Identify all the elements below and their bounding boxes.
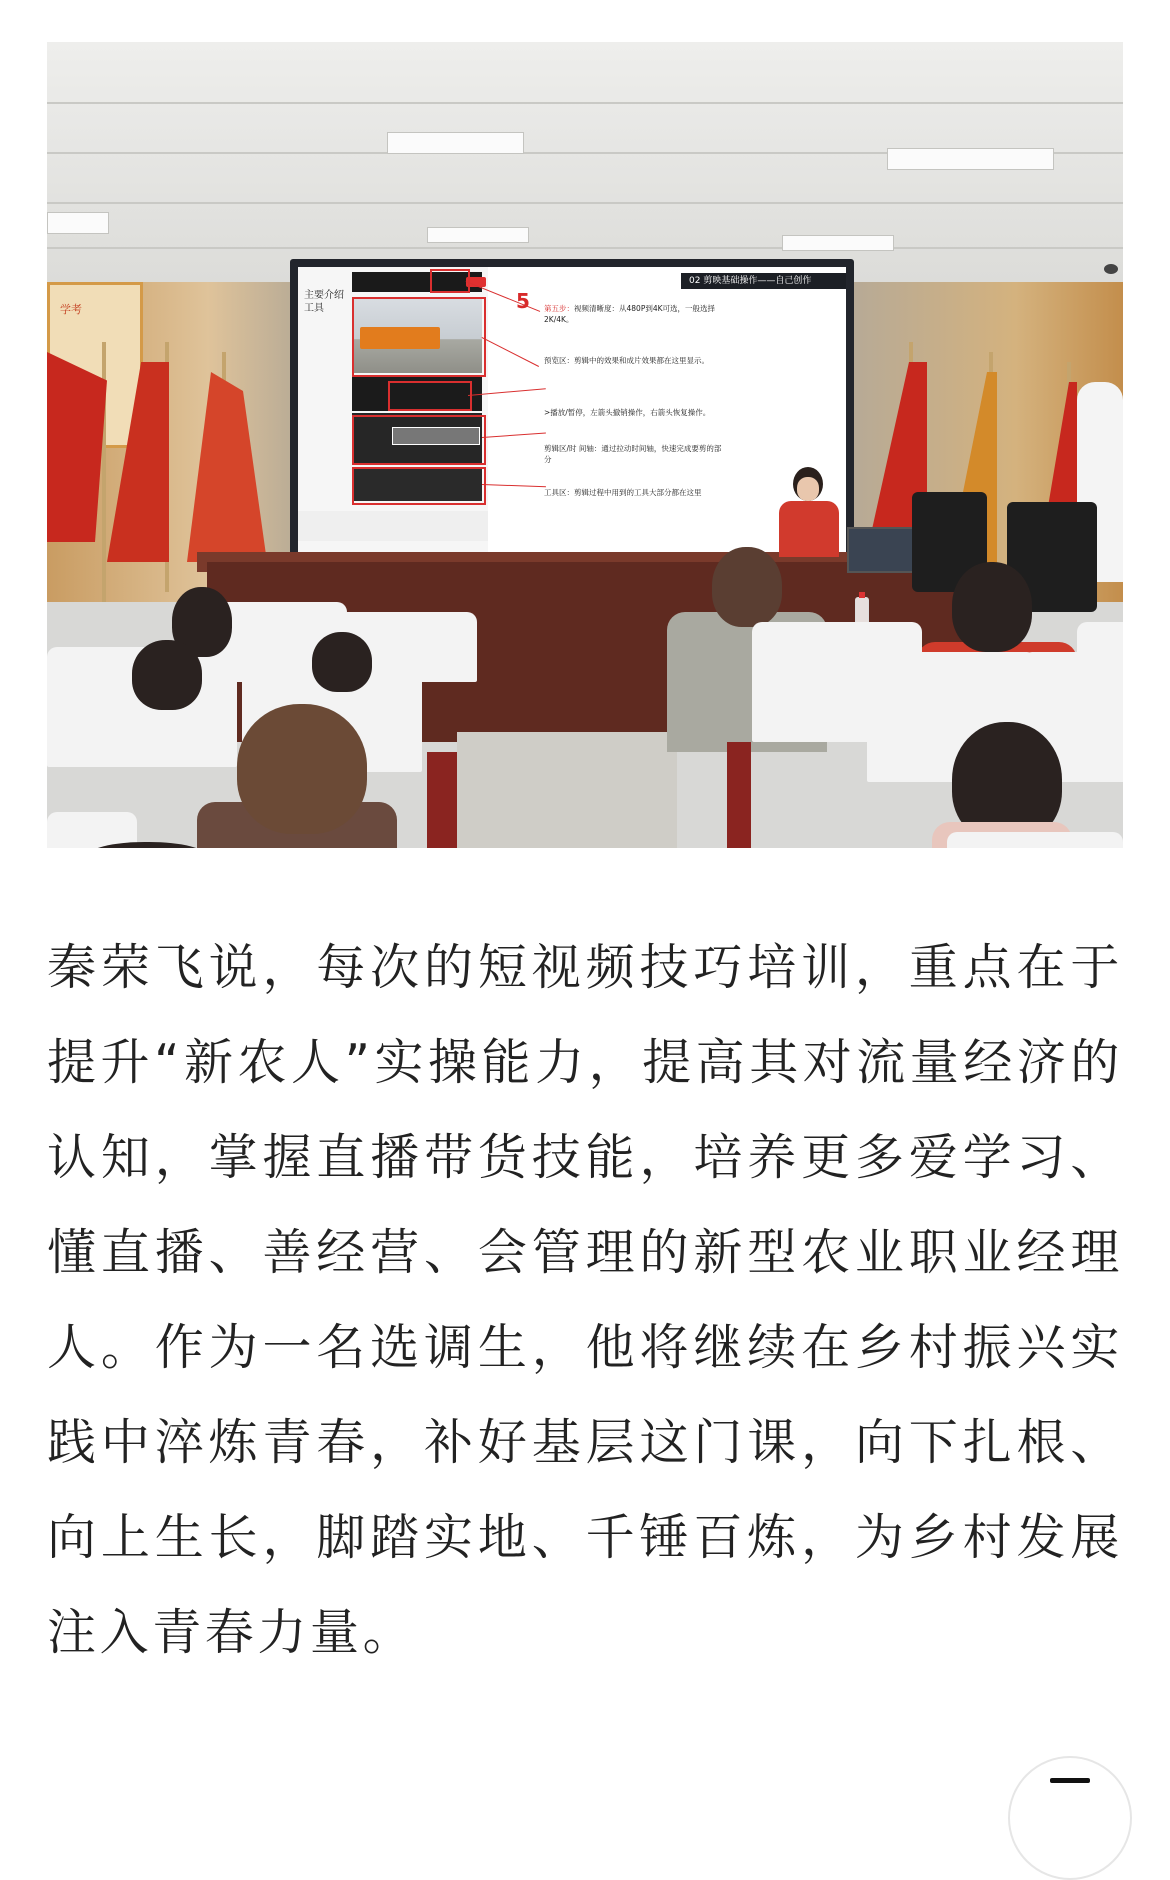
highlight-box <box>430 269 470 293</box>
audience-head <box>712 547 782 627</box>
chair-frame <box>427 752 457 848</box>
slide-note-text: 视频清晰度：从480P到4K可选，一般选择2K/4K。 <box>544 304 716 324</box>
ceiling-light <box>427 227 529 243</box>
slide-note-text: >播放/暂停，左箭头撤销操作，右箭头恢复操作。 <box>544 408 711 417</box>
ceiling-light <box>387 132 524 154</box>
floating-menu-button[interactable] <box>1008 1756 1132 1880</box>
menu-icon <box>1050 1778 1090 1783</box>
projection-screen <box>290 259 854 580</box>
presenter <box>779 467 839 557</box>
audience-head <box>237 704 367 834</box>
audience-head <box>952 562 1032 652</box>
ceiling-grid <box>47 247 1123 249</box>
pointer-line <box>482 337 539 367</box>
highlight-box <box>352 415 486 465</box>
ceiling-light <box>782 235 894 251</box>
slide-note <box>544 407 724 418</box>
slide-side-title: 主要介绍工具 <box>304 290 344 314</box>
highlight-box <box>388 381 472 411</box>
slide-note-highlight: 第五步： <box>544 304 574 313</box>
ceiling-grid <box>47 202 1123 204</box>
slide-note-text: 预览区：剪辑中的效果和成片效果都在这里显示。 <box>544 356 709 365</box>
ceiling-grid <box>47 102 1123 104</box>
slide-note <box>544 443 724 465</box>
laptop <box>847 527 921 573</box>
slide-note-text: 工具区：剪辑过程中用到的工具大部分都在这里 <box>544 488 702 497</box>
pointer-line <box>482 484 546 487</box>
slide-note <box>544 355 724 366</box>
pointer-line <box>482 433 546 438</box>
slide-step-number: 5 <box>516 289 530 313</box>
slide-header: 02 剪映基础操作——自己创作 <box>681 273 846 289</box>
ceiling-light <box>47 212 109 234</box>
slide-note <box>544 303 724 325</box>
slide-note <box>544 487 724 498</box>
phone-editor-screenshot <box>298 267 488 572</box>
article-paragraph: 秦荣飞说，每次的短视频技巧培训，重点在于提升“新农人”实操能力，提高其对流量经济的认知，掌握直播带货技能，培养更多爱学习、懂直播、善经营、会管理的新型农业职业经理人。作为一名选调生，他将继续在乡村振兴实践中淬炼青春，补好基层这门课，向下扎根、向上生长，脚踏实地、千锤百炼，为乡村发展注入青春力量。 <box>47 939 1123 1661</box>
audience-head <box>312 632 372 692</box>
aisle-floor <box>457 732 677 848</box>
chair-frame <box>727 742 751 848</box>
ceiling-light <box>887 148 1054 170</box>
poster-text: 学考 <box>60 303 82 316</box>
security-camera-icon <box>1104 264 1118 274</box>
training-session-photo <box>47 42 1123 848</box>
highlight-box <box>352 467 486 505</box>
slide-note-text: 剪辑区/时 间轴：通过拉动时间轴，快速完成要剪的部分 <box>544 444 722 464</box>
audience-head <box>132 640 202 710</box>
audience-chair <box>947 832 1123 848</box>
phone-bottom-bar <box>298 511 488 541</box>
audience-chair <box>1077 622 1123 672</box>
highlight-box <box>352 297 486 377</box>
